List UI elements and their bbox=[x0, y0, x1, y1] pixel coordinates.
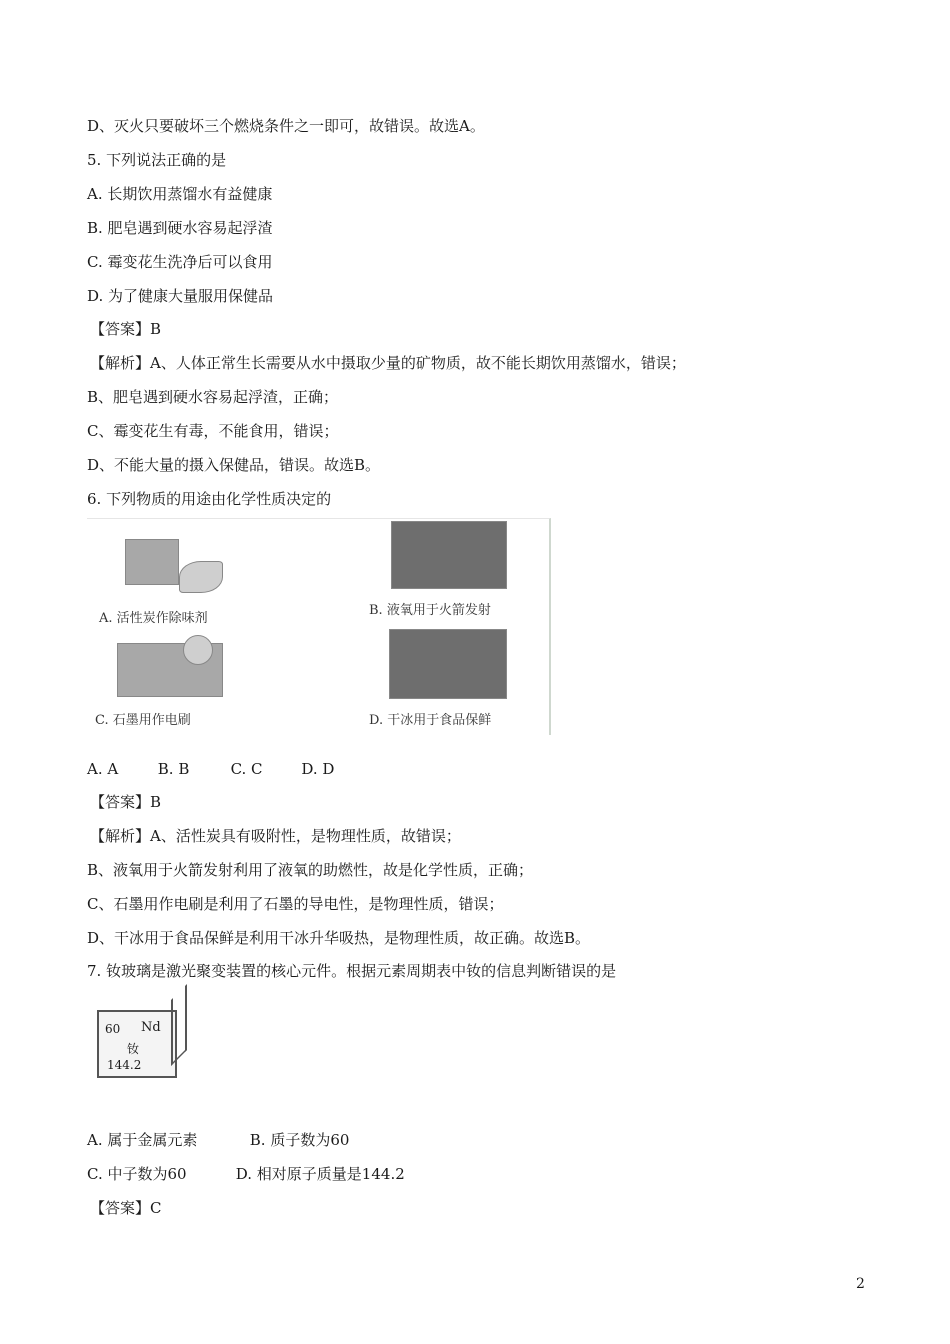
answer: 【答案】B bbox=[90, 793, 162, 811]
explanation: D、干冰用于食品保鲜是利用干冰升华吸热，是物理性质，故正确。故选B。 bbox=[87, 929, 591, 947]
question-5: 5. 下列说法正确的是 bbox=[87, 151, 227, 169]
figure-caption-d: D. 干冰用于食品保鲜 bbox=[369, 713, 492, 728]
rocket-image bbox=[391, 521, 507, 589]
question-7: 7. 钕玻璃是激光聚变装置的核心元件。根据元素周期表中钕的信息判断错误的是 bbox=[87, 962, 617, 980]
answer: 【答案】C bbox=[90, 1199, 162, 1217]
element-card bbox=[97, 1010, 177, 1078]
explanation: B、肥皂遇到硬水容易起浮渣，正确； bbox=[87, 388, 339, 406]
figure-caption-b: B. 液氧用于火箭发射 bbox=[369, 603, 491, 618]
option-c: C. 中子数为60 bbox=[87, 1165, 187, 1183]
activated-carbon-image bbox=[125, 539, 179, 585]
option-a: A. 长期饮用蒸馏水有益健康 bbox=[87, 185, 273, 203]
explanation: D、不能大量的摄入保健品，错误。故选B。 bbox=[87, 456, 381, 474]
question-7-options-row bbox=[87, 1164, 405, 1184]
option-a: A. A bbox=[87, 760, 119, 778]
question-6-figure bbox=[87, 518, 551, 735]
option-a: A. 属于金属元素 bbox=[87, 1131, 198, 1149]
text-line: D、灭火只要破坏三个燃烧条件之一即可，故错误。故选A。 bbox=[87, 117, 485, 135]
leaf-image bbox=[179, 561, 223, 593]
option-c: C. 霉变花生洗净后可以食用 bbox=[87, 253, 273, 271]
question-6: 6. 下列物质的用途由化学性质决定的 bbox=[87, 490, 332, 508]
magnifier-image bbox=[183, 635, 213, 665]
atomic-mass: 144.2 bbox=[107, 1058, 142, 1072]
explanation: C、霉变花生有毒，不能食用，错误； bbox=[87, 422, 339, 440]
page-number: 2 bbox=[856, 1276, 865, 1292]
explanation: C、石墨用作电刷是利用了石墨的导电性，是物理性质，错误； bbox=[87, 895, 504, 913]
option-d: D. D bbox=[301, 760, 335, 778]
explanation: B、液氧用于火箭发射利用了液氧的助燃性，故是化学性质，正确； bbox=[87, 861, 534, 879]
option-b: B. 质子数为60 bbox=[249, 1131, 350, 1149]
figure-caption-a: A. 活性炭作除味剂 bbox=[99, 611, 208, 626]
question-6-options bbox=[87, 759, 334, 779]
option-d: D. 相对原子质量是144.2 bbox=[235, 1165, 405, 1183]
dry-ice-image bbox=[389, 629, 507, 699]
explanation: 【解析】A、人体正常生长需要从水中摄取少量的矿物质，故不能长期饮用蒸馏水，错误； bbox=[90, 354, 686, 372]
question-7-options-row bbox=[87, 1130, 349, 1150]
atomic-number: 60 bbox=[105, 1022, 121, 1036]
answer: 【答案】B bbox=[90, 320, 162, 338]
option-b: B. B bbox=[157, 760, 190, 778]
figure-caption-c: C. 石墨用作电刷 bbox=[95, 713, 191, 728]
option-b: B. 肥皂遇到硬水容易起浮渣 bbox=[87, 219, 273, 237]
element-symbol: Nd bbox=[141, 1020, 161, 1035]
explanation: 【解析】A、活性炭具有吸附性，是物理性质，故错误； bbox=[90, 827, 461, 845]
option-c: C. C bbox=[230, 760, 263, 778]
element-name: 钕 bbox=[127, 1042, 140, 1056]
option-d: D. 为了健康大量服用保健品 bbox=[87, 287, 274, 305]
